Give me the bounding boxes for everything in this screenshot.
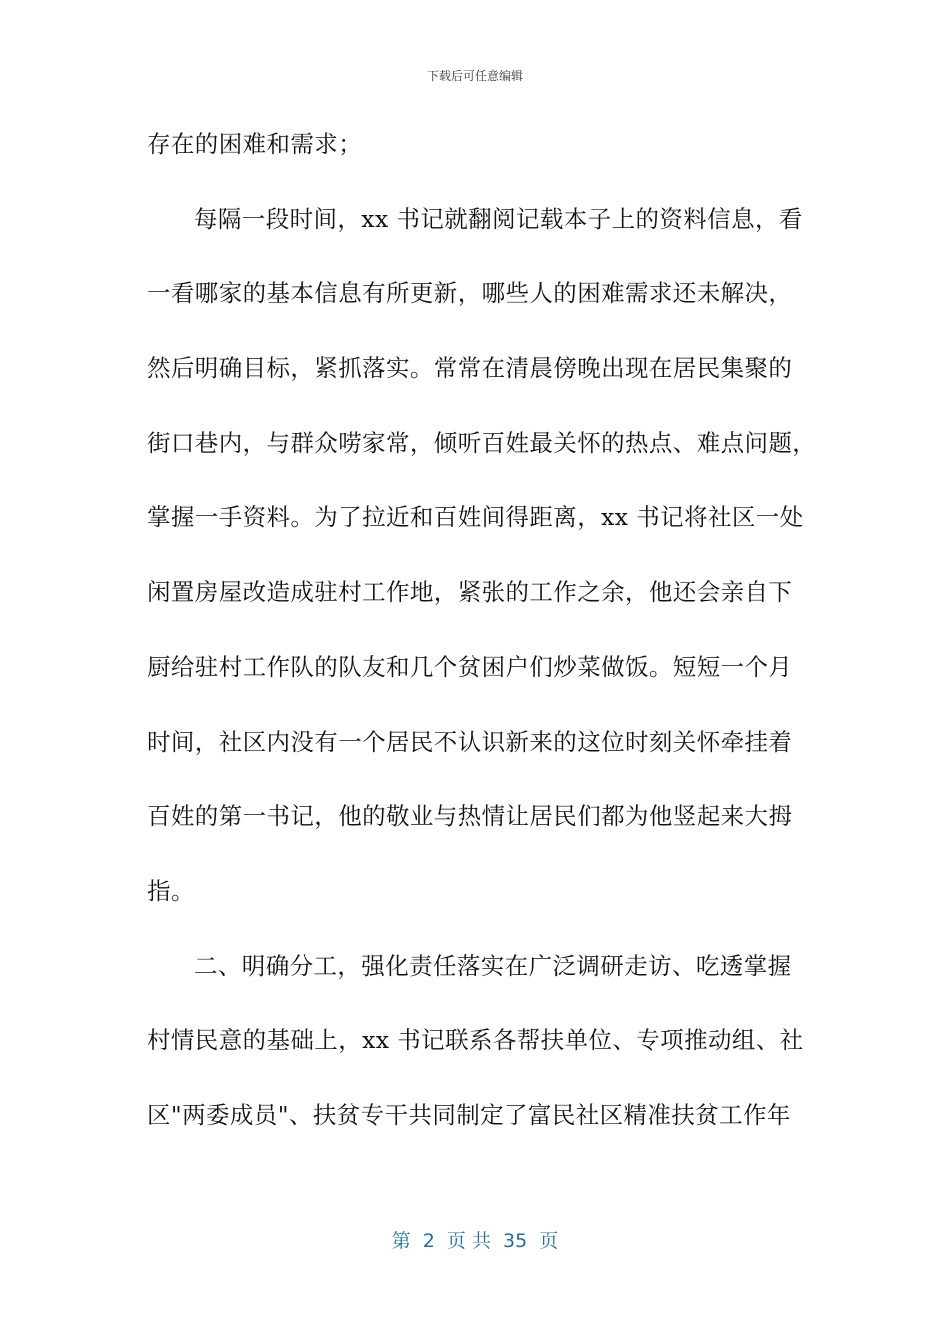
- text-line: 一看哪家的基本信息有所更新，哪些人的困难需求还未解决，: [147, 279, 793, 308]
- text-line: 掌握一手资料。为了拉近和百姓间得距离，xx 书记将社区一处: [147, 503, 804, 532]
- text-line: 厨给驻村工作队的队友和几个贫困户们炒菜做饭。短短一个月: [147, 652, 793, 681]
- text-line: 区"两委成员"、扶贫专干共同制定了富民社区精准扶贫工作年: [147, 1100, 791, 1129]
- paragraph-start-line: 每隔一段时间，xx 书记就翻阅记载本子上的资料信息，看: [194, 204, 803, 233]
- text-line: 百姓的第一书记，他的敬业与热情让居民们都为他竖起来大拇: [147, 802, 793, 831]
- text-line: 存在的困难和需求；: [147, 130, 363, 158]
- text-line: 指。: [147, 876, 195, 905]
- text-line: 村情民意的基础上，xx 书记联系各帮扶单位、专项推动组、社: [147, 1026, 804, 1055]
- text-line: 闲置房屋改造成驻村工作地，紧张的工作之余，他还会亲自下: [147, 578, 793, 607]
- page-number-footer: 第 2 页 共 35 页: [391, 1230, 559, 1252]
- text-line: 时间，社区内没有一个居民不认识新来的这位时刻关怀牵挂着: [147, 727, 793, 756]
- text-line: 街口巷内，与群众唠家常，倾听百姓最关怀的热点、难点问题，: [147, 428, 817, 457]
- section-heading-line: 二、明确分工，强化责任落实在广泛调研走访、吃透掌握: [194, 951, 792, 980]
- text-line: 然后明确目标，紧抓落实。常常在清晨傍晚出现在居民集聚的: [147, 354, 793, 383]
- header-note: 下载后可任意编辑: [426, 69, 523, 83]
- document-body: [147, 124, 817, 1170]
